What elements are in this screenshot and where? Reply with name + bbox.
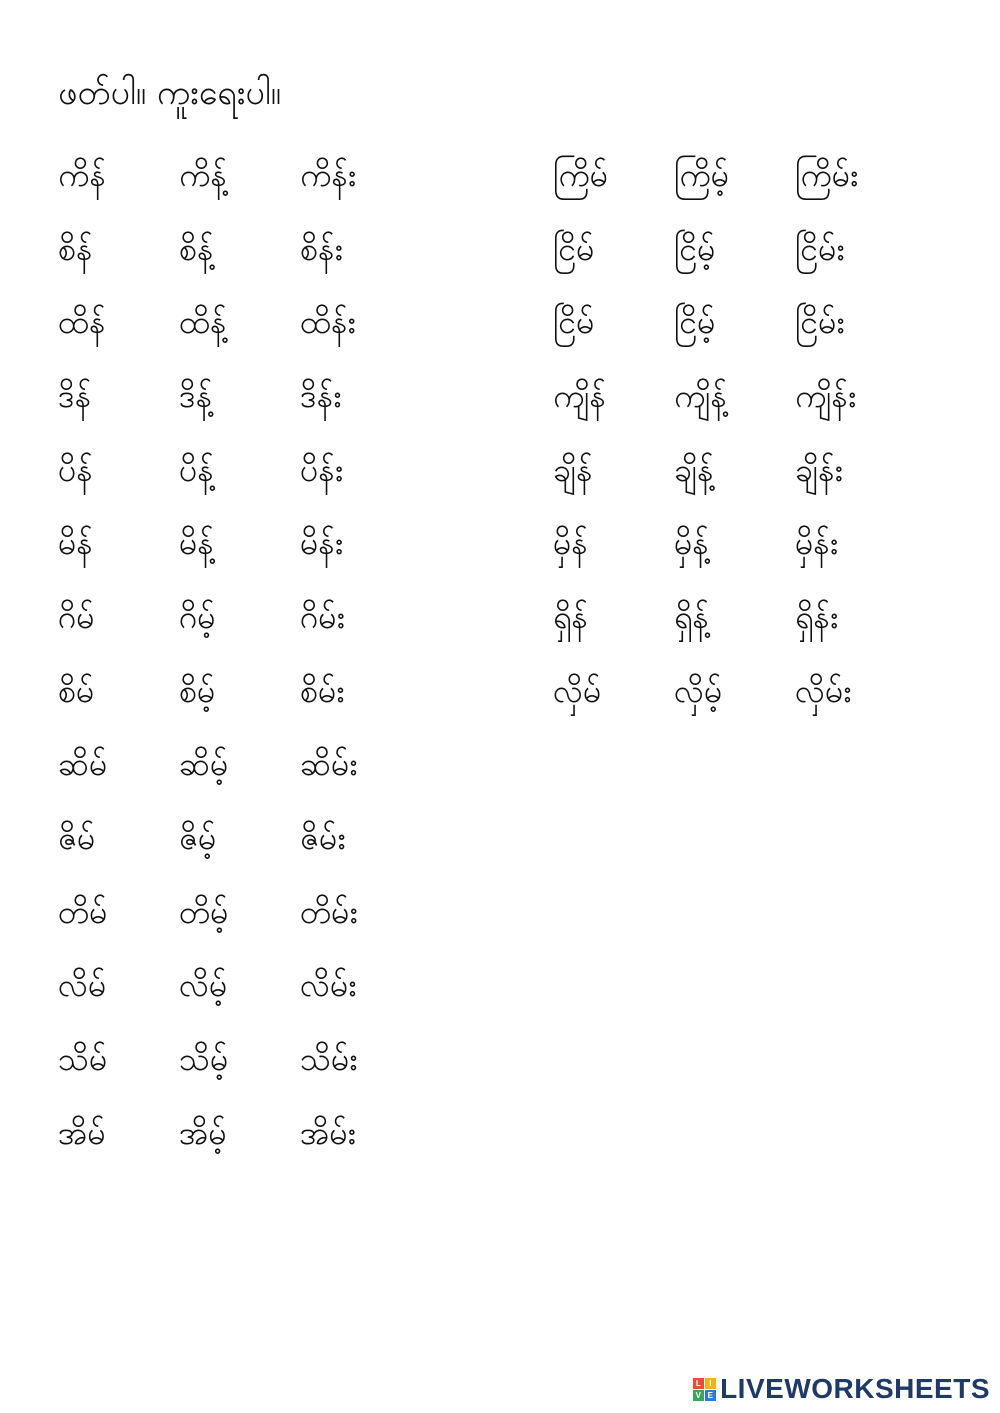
syllable-word: ရှိန့် (674, 597, 709, 636)
syllable-word: ချိန့် (674, 450, 714, 489)
syllable-word: ဆိမ်း (300, 745, 358, 784)
syllable-word: သိမ့် (179, 1040, 229, 1079)
syllable-word: မှိန့် (674, 524, 709, 563)
syllable-word: ကျိန် (553, 376, 606, 415)
syllable-word: ထိန့် (179, 303, 227, 342)
word-row (58, 359, 421, 433)
page-title: ဖတ်ပါ။ ကူးရေးပါ။ (58, 73, 281, 113)
syllable-word: မှိန် (553, 524, 588, 563)
syllable-word: လှိမ့် (674, 671, 723, 710)
syllable-word: ငြိမ် (553, 229, 595, 268)
syllable-word: လိမ်း (300, 966, 357, 1005)
syllable-word: ကြိမ်း (795, 155, 859, 194)
syllable-word: တိမ့် (179, 892, 229, 931)
syllable-word: ကိန် (58, 155, 106, 194)
word-row (553, 138, 916, 212)
syllable-word: သိမ်း (300, 1040, 358, 1079)
syllable-word: မိန်း (300, 524, 343, 563)
syllable-word: ဒိန်း (300, 376, 342, 415)
left-word-column (58, 138, 421, 1170)
syllable-word: ဒိန် (58, 376, 92, 415)
syllable-word: ကျိန်း (795, 376, 857, 415)
syllable-word: ငြိမ် (553, 303, 595, 342)
syllable-word: ဇိမ်း (300, 819, 346, 858)
syllable-word: စိန့် (179, 229, 214, 268)
logo-letter: V (693, 1390, 704, 1401)
syllable-word: မိန် (58, 524, 93, 563)
syllable-word: ကြိမ် (553, 155, 608, 194)
word-row (553, 654, 916, 728)
syllable-word: ထိန် (58, 303, 106, 342)
syllable-word: ဒိန့် (179, 376, 213, 415)
syllable-word: ချိန် (553, 450, 593, 489)
syllable-word: လိမ့် (179, 966, 228, 1005)
word-row (58, 1096, 421, 1170)
syllable-word: စိမ် (58, 671, 95, 710)
syllable-word: ကိန်း (300, 155, 356, 194)
logo-letter: I (705, 1378, 716, 1389)
word-row (58, 801, 421, 875)
syllable-word: ချိန်း (795, 450, 843, 489)
syllable-word: ဆိမ် (58, 745, 108, 784)
syllable-word: လှိမ်း (795, 671, 852, 710)
syllable-word: ဇိမ့် (179, 819, 217, 858)
syllable-word: ငြိမ့် (674, 303, 716, 342)
word-row (553, 506, 916, 580)
logo-letter: E (705, 1390, 716, 1401)
syllable-word: ရှိန် (553, 597, 588, 636)
word-row (553, 580, 916, 654)
syllable-word: ဇိမ် (58, 819, 96, 858)
syllable-word: သိမ် (58, 1040, 108, 1079)
syllable-word: ပိန့် (179, 450, 214, 489)
syllable-word: ဂိမ် (58, 597, 95, 636)
syllable-word: ဆိမ့် (179, 745, 229, 784)
syllable-word: ပိန်း (300, 450, 343, 489)
syllable-word: မှိန်း (795, 524, 838, 563)
syllable-word: ငြိမ်း (795, 303, 845, 342)
syllable-word: တိမ် (58, 892, 108, 931)
word-row (58, 138, 421, 212)
live-logo-icon (693, 1378, 716, 1401)
syllable-word: လိမ် (58, 966, 107, 1005)
word-row (58, 654, 421, 728)
syllable-word: တိမ်း (300, 892, 358, 931)
syllable-word: အိမ်း (300, 1113, 356, 1152)
word-row (58, 875, 421, 949)
syllable-word: အိမ့် (179, 1113, 227, 1152)
syllable-word: ငြိမ်း (795, 229, 845, 268)
syllable-word: ကျိန့် (674, 376, 727, 415)
word-row (553, 212, 916, 286)
word-row (553, 433, 916, 507)
word-row (553, 285, 916, 359)
syllable-word: ကိန့် (179, 155, 227, 194)
syllable-word: မိန့် (179, 524, 214, 563)
syllable-word: ရှိန်း (795, 597, 839, 636)
syllable-word: ကြိမ့် (674, 155, 729, 194)
word-row (58, 285, 421, 359)
syllable-word: အိမ် (58, 1113, 106, 1152)
right-word-column (553, 138, 916, 728)
brand-text: LIVEWORKSHEETS (720, 1373, 990, 1404)
word-row (553, 359, 916, 433)
word-row (58, 1022, 421, 1096)
syllable-word: ပိန် (58, 450, 93, 489)
syllable-word: စိမ့် (179, 671, 216, 710)
logo-letter: L (693, 1378, 704, 1389)
syllable-word: စိမ်း (300, 671, 345, 710)
syllable-word: ဂိမ်း (300, 597, 345, 636)
word-row (58, 506, 421, 580)
syllable-word: ထိန်း (300, 303, 356, 342)
word-row (58, 433, 421, 507)
word-row (58, 949, 421, 1023)
syllable-word: လှိမ် (553, 671, 602, 710)
syllable-word: စိန်း (300, 229, 343, 268)
word-row (58, 728, 421, 802)
syllable-word: ငြိမ့် (674, 229, 716, 268)
syllable-word: စိန် (58, 229, 93, 268)
liveworksheets-logo[interactable] (693, 1373, 990, 1405)
word-row (58, 212, 421, 286)
syllable-word: ဂိမ့် (179, 597, 216, 636)
word-row (58, 580, 421, 654)
